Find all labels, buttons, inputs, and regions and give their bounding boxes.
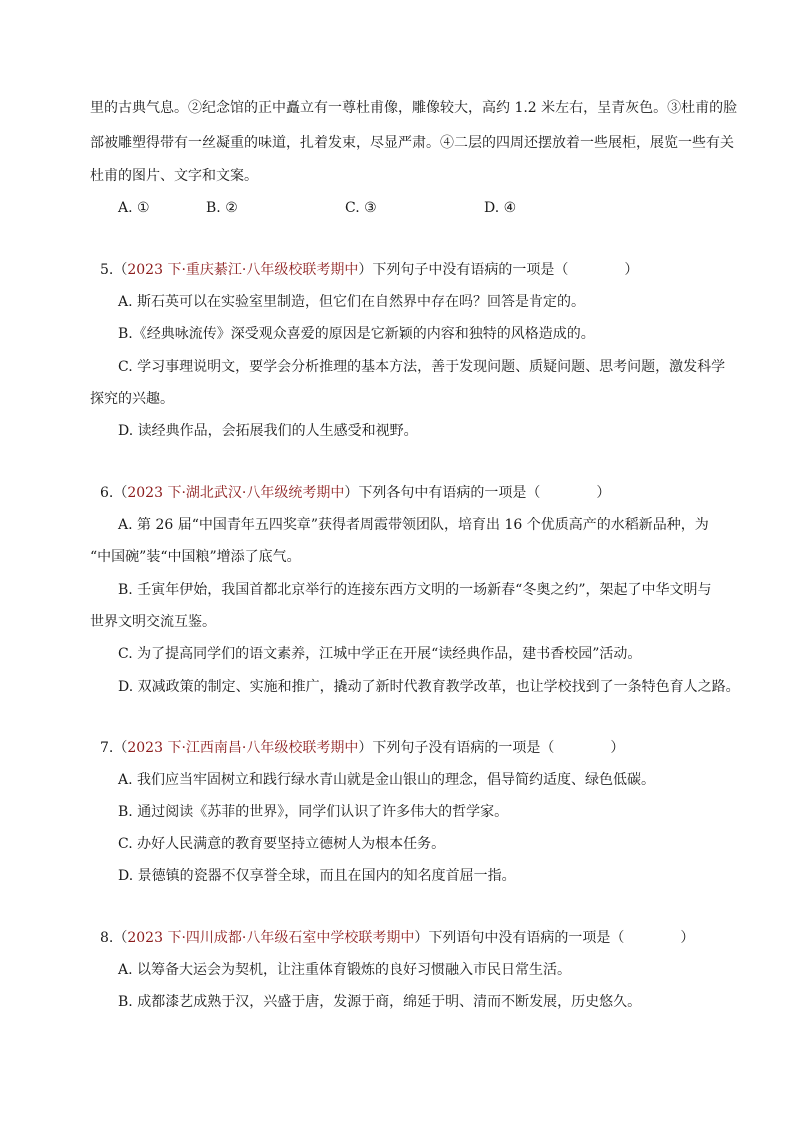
question-source: 2023 下·湖北武汉·八年级统考期中	[127, 485, 345, 501]
q4-option-a: A. ①	[118, 200, 150, 216]
source-close: ）	[344, 485, 359, 501]
q4-option-b: B. ②	[206, 200, 238, 216]
question-stem: 下列句子没有语病的一项是（ ）	[372, 740, 625, 756]
question-number: 5.	[100, 262, 114, 278]
question-6-header	[100, 483, 610, 503]
question-source: 2023 下·江西南昌·八年级校联考期中	[127, 740, 359, 756]
q7-option-b: B. 通过阅读《苏菲的世界》，同学们认识了许多伟大的哲学家。	[118, 804, 509, 820]
question-5-header	[100, 260, 638, 280]
q5-option-c: C. 学习事理说明文，要学会分析推理的基本方法，善于发现问题、质疑问题、思考问题，激发科学	[118, 359, 726, 375]
question-stem: 下列各句中有语病的一项是（ ）	[358, 485, 611, 501]
q6-option-a-cont: “中国碗”装“中国粮”增添了底气。	[90, 549, 301, 565]
source-close: ）	[358, 740, 373, 756]
q6-option-a: A. 第 26 届“中国青年五四奖章”获得者周霞带领团队，培育出 16 个优质高产的水稻新品种，为	[118, 517, 709, 533]
source-open: （	[113, 262, 128, 278]
q6-option-c: C. 为了提高同学们的语文素养，江城中学正在开展“读经典作品，建书香校园”活动。	[118, 646, 642, 662]
question-source: 2023 下·重庆綦江·八年级校联考期中	[127, 262, 359, 278]
q8-option-b: B. 成都漆艺成熟于汉，兴盛于唐，发源于商，绵延于明、清而不断发展，历史悠久。	[118, 994, 642, 1010]
source-open: （	[113, 930, 128, 946]
q8-option-a: A. 以筹备大运会为契机，让注重体育锻炼的良好习惯融入市民日常生活。	[118, 962, 572, 978]
source-close: ）	[358, 262, 373, 278]
question-stem: 下列句子中没有语病的一项是（ ）	[372, 262, 639, 278]
q4-options	[118, 198, 516, 218]
q5-option-b: B.《经典咏流传》深受观众喜爱的原因是它新颖的内容和独特的风格造成的。	[118, 326, 595, 342]
question-7-header	[100, 738, 624, 758]
q7-option-d: D. 景德镇的瓷器不仅享誉全球，而且在国内的知名度首屈一指。	[118, 868, 516, 884]
q4-text-line-1: 里的古典气息。②纪念馆的正中矗立有一尊杜甫像，雕像较大，高约 1.2 米左右，呈青灰色。③杜甫的脸	[90, 100, 738, 116]
q4-text-line-3: 杜甫的图片、文字和文案。	[90, 168, 258, 184]
question-stem: 下列语句中没有语病的一项是（ ）	[428, 930, 695, 946]
q6-option-d: D. 双减政策的制定、实施和推广，撬动了新时代教育教学改革，也让学校找到了一条特色育人之路。	[118, 679, 740, 695]
q7-option-a: A. 我们应当牢固树立和践行绿水青山就是金山银山的理念，倡导简约适度、绿色低碳。	[118, 772, 656, 788]
q5-option-d: D. 读经典作品，会拓展我们的人生感受和视野。	[118, 423, 418, 439]
q4-text-line-2: 部被雕塑得带有一丝凝重的味道，扎着发束，尽显严肃。④二层的四周还摆放着一些展柜，展览一些有关	[90, 135, 734, 151]
q5-option-a: A. 斯石英可以在实验室里制造，但它们在自然界中存在吗？回答是肯定的。	[118, 294, 586, 310]
q4-option-c: C. ③	[345, 200, 377, 216]
question-source: 2023 下·四川成都·八年级石室中学校联考期中	[127, 930, 415, 946]
source-close: ）	[414, 930, 429, 946]
q5-option-c-cont: 探究的兴趣。	[90, 391, 174, 407]
question-number: 8.	[100, 930, 114, 946]
q4-option-d: D. ④	[484, 200, 517, 216]
q7-option-c: C. 办好人民满意的教育要坚持立德树人为根本任务。	[118, 836, 446, 852]
source-open: （	[113, 740, 128, 756]
q6-option-b: B. 壬寅年伊始，我国首都北京举行的连接东西方文明的一场新春“冬奥之约”，架起了中华文明与	[118, 582, 712, 598]
question-number: 7.	[100, 740, 114, 756]
question-8-header	[100, 928, 694, 948]
question-number: 6.	[100, 485, 114, 501]
source-open: （	[113, 485, 128, 501]
q6-option-b-cont: 世界文明交流互鉴。	[90, 614, 216, 630]
